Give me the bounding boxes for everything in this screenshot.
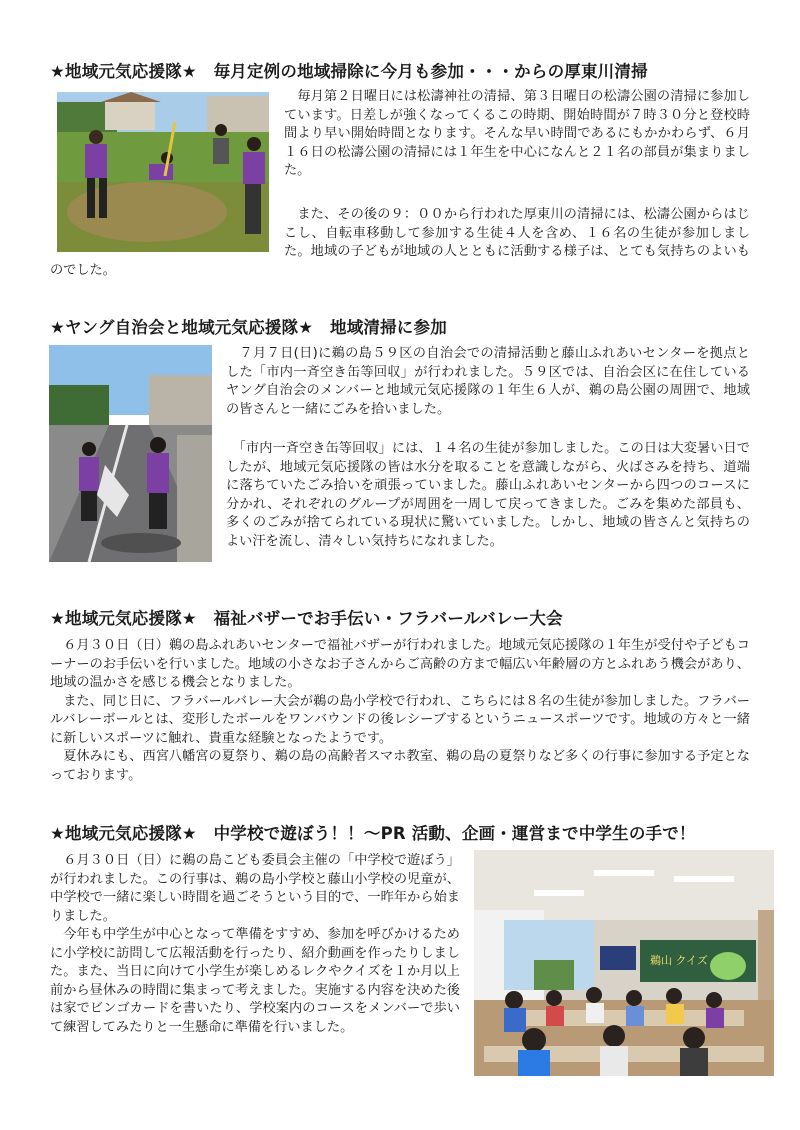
section-3-paragraph-2: また、同じ日に、フラバールバレー大会が鵜の島小学校で行われ、こちらには８名の生徒が参加しました。フラバールバレーボールとは、変形したボールをワンバウンドの後レシーブするというニュースポーツです。地域の方々と一緒に新しいスポーツに触れ、貴重な経験となったようです。 bbox=[50, 693, 750, 746]
section-4-body bbox=[50, 852, 460, 1037]
section-3-title: ★地域元気応援隊★ 福祉バザーでお手伝い・フラバールバレー大会 bbox=[50, 609, 563, 628]
section-1-paragraph-1: 毎月第２日曜日には松濤神社の清掃、第３日曜日の松濤公園の清掃に参加しています。日差しが強くなってくるこの時期、開始時間が７時３０分と登校時間より早い開始時間となります。そんな早い時間であるにもかかわらず、６月１６日の松濤公園の清掃には１年生を中心になんと２１名の部員が集まりました。 bbox=[284, 89, 750, 178]
street-cleanup-photo bbox=[49, 345, 212, 562]
section-4-paragraph-2: 今年も中学生が中心となって準備をすすめ、参加を呼びかけるために小学校に訪問して広報活動を行ったり、紹介動画を作ったりしました。また、当日に向けて小学生が楽しめるレクやクイズを１か月以上前から昼休みの時間に集まって考えました。実施する内容を決めた後は家でビンゴカードを書いたり、学校案内のコースをメンバーで歩いて練習してみたりと一生懸命に準備を行いました。 bbox=[50, 927, 460, 1035]
classroom-quiz-photo bbox=[474, 850, 774, 1076]
section-3-paragraph-1: ６月３０日（日）鵜の島ふれあいセンターで福祉バザーが行われました。地域元気応援隊の１年生が受付や子どもコーナーのお手伝いを行いました。地域の小さなお子さんからご高齢の方まで幅広い年齢層の方とふれあう機会があり、地域の温かさを感じる機会となりました。 bbox=[50, 638, 750, 690]
section-3-body bbox=[50, 637, 750, 785]
section-2-paragraph-2: 「市内一斉空き缶等回収」には、１４名の生徒が参加しました。この日は大変暑い日でしたが、地域元気応援隊の皆は水分を取ることを意識しながら、火ばさみを持ち、道端に落ちていたごみ拾いを頑張っていました。藤山ふれあいセンターから四つのコースに分かれ、それぞれのグループが周囲を一周して戻ってきました。ごみを集めた部員も、多くのごみが捨てられている現状に驚いていました。しかし、地域の皆さんと気持ちのよい汗を流し、清々しい気持ちになれました。 bbox=[226, 441, 750, 549]
section-2-paragraph-1: ７月７日(日)に鵜の島５９区の自治会での清掃活動と藤山ふれあいセンターを拠点とした「市内一斉空き缶等回収」が行われました。５９区では、自治会区に在住しているヤング自治会のメンバーと地域元気応援隊の１年生６人が、鵜の島公園の周囲で、地域の皆さんと一緒にごみを拾いました。 bbox=[226, 346, 750, 417]
blackboard-text: 鵜山 クイズ bbox=[650, 954, 708, 967]
section-4-title: ★地域元気応援隊★ 中学校で遊ぼう！！～PR 活動、企画・運営まで中学生の手で！ bbox=[50, 824, 696, 843]
section-1-title: ★地域元気応援隊★ 毎月定例の地域掃除に今月も参加・・・からの厚東川清掃 bbox=[50, 62, 648, 81]
section-2-title: ★ヤング自治会と地域元気応援隊★ 地域清掃に参加 bbox=[50, 318, 447, 337]
section-3-paragraph-3: 夏休みにも、西宮八幡宮の夏祭り、鵜の島の高齢者スマホ教室、鵜の島の夏祭りなど多くの行事に参加する予定となっております。 bbox=[50, 749, 750, 783]
section-1-paragraph-2-block bbox=[50, 206, 750, 280]
section-1-paragraph-2-text: また、その後の９：００から行われた厚東川の清掃には、松濤公園からはじこし、自転車移動して参加する生徒４人を含め、１６名の生徒が参加しました。地域の子どもが地域の人とともに活動する様子は、とても気持ちのよいものでした。 bbox=[50, 207, 750, 278]
section-4-paragraph-1: ６月３０日（日）に鵜の島こども委員会主催の「中学校で遊ぼう」が行われました。この行事は、鵜の島小学校と藤山小学校の児童が、中学校で一緒に楽しい時間を過ごそうという目的で、一昨年から始まりました。 bbox=[50, 853, 460, 924]
